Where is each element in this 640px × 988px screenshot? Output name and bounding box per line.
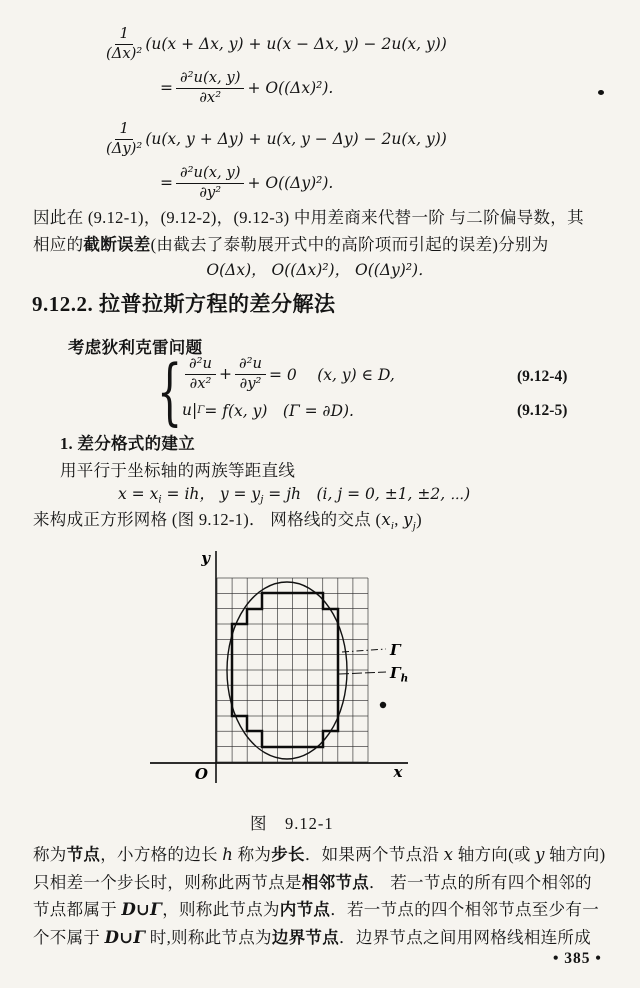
figure-dot — [380, 702, 386, 708]
gamma-leader-line — [342, 649, 386, 652]
y-axis-label: y — [201, 549, 210, 567]
truncation-paragraph-line1: 因此在 (9.12-1)，(9.12-2)，(9.12-3) 中用差商来代替一阶 与二阶偏导数，其 — [33, 208, 584, 227]
equation-ddy-rhs: = $\frac{\text{∂²u(x, y)}}{\text{∂y²}}$ + O((Δy)²). — [160, 164, 334, 201]
gamma-h-leader-line — [339, 672, 386, 674]
boundary-condition-equation: u| Γ = f(x, y) (Γ = ∂D). — [182, 401, 354, 420]
node-paragraph-line4: 个不属于 D∪Γ 时,则称此节点为边界节点．边界节点之间用网格线相连所成 — [33, 927, 592, 947]
line-construct-grid: 来构成正方形网格 (图 9.12-1)． 网格线的交点 ($x_i$, $y_j$) — [33, 510, 422, 532]
equation-ddx-rhs: = $\frac{\text{∂²u(x, y)}}{\text{∂x²}}$ + O((Δx)²). — [160, 69, 334, 106]
node-paragraph-line3: 节点都属于 D∪Γ，则称此节点为内节点．若一节点的四个相邻节点至少有一 — [33, 900, 600, 919]
figure-grid-domain — [130, 545, 462, 803]
equation-ddy-lhs: $\frac{1}{\text{(Δy)²}}$ (u(x, y + Δy) + u(x, y − Δy) − 2u(x, y)) — [106, 120, 447, 157]
node-paragraph-line1: 称为节点，小方格的边长 h 称为步长．如果两个节点沿 x 轴方向(或 y 轴方向) — [33, 845, 606, 864]
grid-lines-formula: $x = x_i$ = ih， $y = y_j$ = jh (i, j = 0, ±1, ±2, ⋯) — [118, 485, 471, 506]
figure-caption: 图 9.12-1 — [250, 814, 334, 833]
gamma-h-symbol: Γ — [390, 664, 401, 682]
truncation-paragraph-line2: 相应的截断误差(由截去了泰勒展开式中的高阶项而引起的误差)分别为 — [33, 235, 549, 254]
equation-tag-9-12-5: (9.12-5) — [517, 402, 568, 419]
margin-dot — [598, 90, 604, 95]
equation-ddx-lhs: $\frac{1}{\text{(Δx)²}}$ (u(x + Δx, y) + u(x − Δx, y) − 2u(x, y)) — [106, 25, 447, 62]
laplace-equation: $\frac{\text{∂²u}}{\text{∂x²}}$ + $\frac{\text{∂²u}}{\text{∂y²}}$ = 0 (x, y) ∈ D, — [182, 356, 395, 393]
line-two-families: 用平行于坐标轴的两族等距直线 — [60, 461, 296, 480]
x-axis-label: x — [393, 763, 403, 781]
gamma-label: Γ — [390, 641, 401, 659]
square-grid — [217, 578, 368, 762]
system-brace: { — [157, 349, 183, 433]
page-number: • 385 • — [553, 950, 602, 967]
section-heading: 9.12.2. 拉普拉斯方程的差分解法 — [32, 292, 336, 316]
equation-tag-9-12-4: (9.12-4) — [517, 368, 568, 385]
truncation-errors-formula: O(Δx)， O((Δx)²)， O((Δy)²)． — [206, 261, 434, 279]
node-paragraph-line2: 只相差一个步长时，则称此两节点是相邻节点． 若一节点的所有四个相邻的 — [33, 872, 592, 892]
gamma-h-subscript: h — [400, 672, 409, 685]
subsection-item-1: 1. 差分格式的建立 — [60, 434, 195, 453]
origin-label: O — [194, 765, 208, 783]
dirichlet-intro: 考虑狄利克雷问题 — [68, 338, 203, 357]
gamma-h-label — [389, 664, 408, 685]
